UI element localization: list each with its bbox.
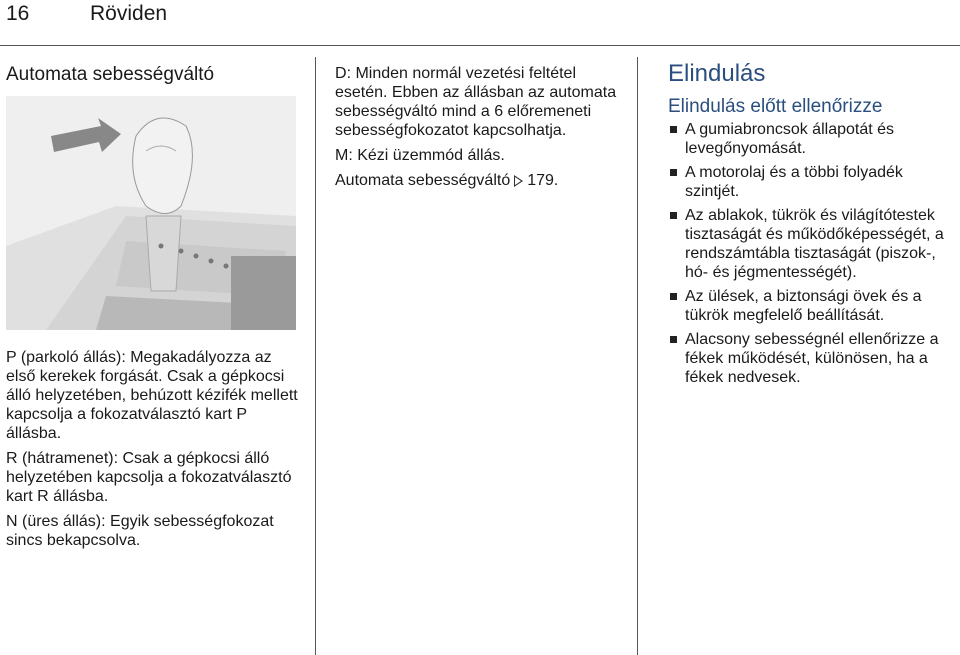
bullet-square-icon — [670, 126, 677, 133]
term-r: R (hátramenet) — [6, 450, 114, 467]
gear-selector-figure — [6, 96, 296, 330]
gear-selector-illustration — [6, 96, 296, 330]
list-item-text: Az ülések, a biztonsági övek és a tükrök megfelelő beállítását. — [685, 288, 922, 324]
list-item — [668, 330, 958, 387]
column-divider-right — [637, 57, 638, 655]
text-p: : Megakadályozza az első kerekek forgását. Csak a gépkocsi álló helyzetében, behúzott kézifék mellett kapcsolja a fokozatválasztó kart P állásba. — [6, 349, 298, 442]
text-m: : Kézi üzemmód állás. — [348, 147, 505, 164]
list-item — [668, 287, 958, 325]
text-r: : Csak a gépkocsi álló helyzetében kapcsolja a fokozatválasztó kart R állásba. — [6, 450, 292, 505]
column-divider-left — [315, 57, 316, 655]
bullet-square-icon — [670, 293, 677, 300]
left-column-text — [6, 348, 302, 556]
reference-label: Automata sebességváltó — [335, 172, 511, 189]
item-r — [6, 449, 302, 506]
item-d — [335, 64, 625, 140]
term-m: M — [335, 147, 349, 164]
item-m — [335, 146, 625, 165]
term-p: P (parkoló állás) — [6, 349, 122, 366]
page-reference-arrow-icon — [514, 175, 523, 187]
term-n: N (üres állás) — [6, 513, 102, 530]
page-number: 16 — [6, 2, 30, 25]
reference-page: 179. — [527, 172, 559, 189]
bullet-square-icon — [670, 212, 677, 219]
bullet-square-icon — [670, 169, 677, 176]
section-title: Automata sebességváltó — [6, 64, 215, 85]
list-item — [668, 163, 958, 201]
header-rule — [0, 45, 960, 46]
list-item — [668, 206, 958, 282]
middle-column-text — [335, 64, 625, 196]
text-d: : Minden normál vezetési feltétel esetén. Ebben az állásban az automata sebességváltó mind a 6 előremeneti sebességfokozatot kapcsolhatja. — [335, 65, 617, 139]
term-d: D — [335, 65, 347, 82]
list-item-text: A gumiabroncsok állapotát és levegőnyomását. — [685, 121, 895, 157]
right-column-text — [668, 60, 958, 392]
text-n: : Egyik sebességfokozat sincs bekapcsolva. — [6, 513, 274, 549]
item-n — [6, 512, 302, 550]
checklist — [668, 120, 958, 387]
list-item-text: Az ablakok, tükrök és világítótestek tisztaságát és működőképességét, a rendszámtábla tisztaságát (piszok-, hó- és jégmentességét). — [685, 207, 944, 281]
bullet-square-icon — [670, 336, 677, 343]
item-p — [6, 348, 302, 443]
list-item — [668, 120, 958, 158]
chapter-title: Röviden — [90, 2, 168, 25]
list-item-text: Alacsony sebességnél ellenőrizze a fékek működését, különösen, ha a fékek nedvesek. — [685, 331, 939, 386]
list-item-text: A motorolaj és a többi folyadék szintjét. — [685, 164, 903, 200]
elindulas-title: Elindulás — [668, 60, 766, 87]
cross-reference[interactable] — [335, 171, 625, 190]
elindulas-subtitle: Elindulás előtt ellenőrizze — [668, 96, 883, 117]
